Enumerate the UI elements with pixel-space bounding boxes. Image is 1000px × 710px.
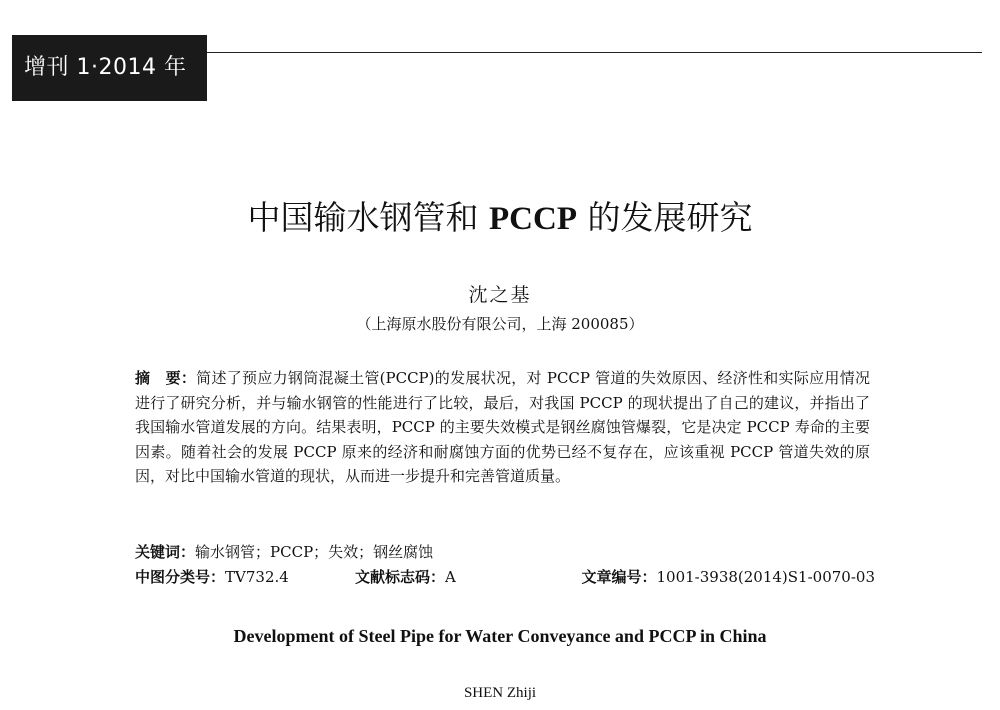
keywords-text: 输水钢管；PCCP；失效；钢丝腐蚀 [195,543,434,561]
author-en: SHEN Zhiji [463,685,537,701]
title-cn-part-a: 中国输水钢管和 [247,198,489,237]
affiliation-cn: （上海原水股份有限公司，上海 200085） [356,315,644,333]
document-code [355,566,456,587]
article-number [581,566,875,587]
classification [135,566,289,587]
article-title-cn [0,192,1000,239]
article-meta [135,566,875,588]
issue-badge [12,35,207,101]
document-code-label: 文献标志码： [355,568,446,586]
title-cn-part-c: 的发展研究 [576,198,753,237]
issue-label: 增刊 1·2014 年 [24,55,187,80]
article-number-label: 文章编号： [581,568,657,586]
document-code-value: A [445,568,456,586]
classification-label: 中图分类号： [135,568,226,586]
abstract-label: 摘 要： [135,369,197,387]
author-cn: 沈之基 [468,284,532,306]
abstract [135,366,870,489]
keywords-label: 关键词： [135,543,196,561]
article-title-en: Development of Steel Pipe for Water Conveyance and PCCP in China [233,626,767,646]
classification-value: TV732.4 [225,568,289,586]
keywords [135,541,870,562]
title-cn-part-b: PCCP [489,201,577,237]
abstract-text: 简述了预应力钢筒混凝土管(PCCP)的发展状况，对 PCCP 管道的失效原因、经济性和实际应用情况进行了研究分析，并与输水钢管的性能进行了比较，最后，对我国 PCCP 的现状提出了自己的建议，并指出了我国输水管道发展的方向。结果表明，PCCP 的主要失效模式是钢丝腐蚀管爆裂，它是决定 PCCP 寿命的主要因素。随着社会的发展 PCCP 原来的经济和耐腐蚀方面的优势已经不复存在，应该重视 PCCP 管道失效的原因，对比中国输水管道的现状，从而进一步提升和完善管道质量。 [135,369,870,486]
header-rule [207,52,982,53]
article-number-value: 1001-3938(2014)S1-0070-03 [656,568,875,586]
